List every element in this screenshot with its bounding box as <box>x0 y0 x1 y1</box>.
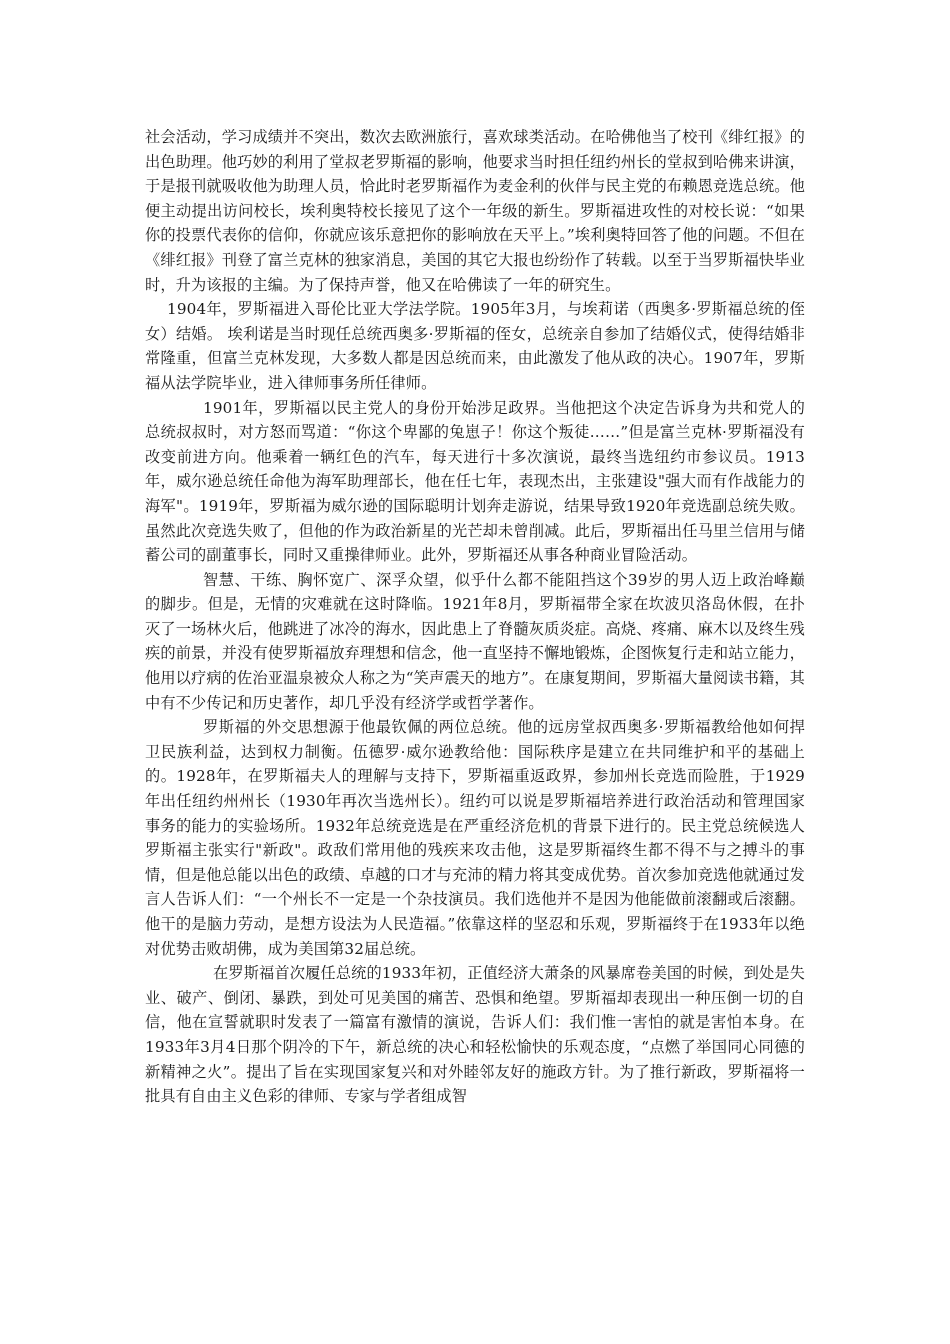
paragraph-presidency-1933: 在罗斯福首次履任总统的1933年初，正值经济大萧条的风暴席卷美国的时候，到处是失业、破产、倒闭、暴跌，到处可见美国的痛苦、恐惧和绝望。罗斯福却表现出一种压倒一切的自信，他在宣誓就职时发表了一篇富有激情的演说，告诉人们：我们惟一害怕的就是害怕本身。在1933年3月4日那个阴冷的下午，新总统的决心和轻松愉快的乐观态度，“点燃了举国同心同德的新精神之火”。提出了旨在实现国家复兴和对外睦邻友好的施政方针。为了推行新政，罗斯福将一批具有自由主义色彩的律师、专家与学者组成智 <box>145 964 805 1106</box>
paragraph-harvard: 社会活动，学习成绩并不突出，数次去欧洲旅行，喜欢球类活动。在哈佛他当了校刊《绯红报》的出色助理。他巧妙的利用了堂叔老罗斯福的影响，他要求当时担任纽约州长的堂叔到哈佛来讲演，于是报刊就吸收他为助理人员，恰此时老罗斯福作为麦金利的伙伴与民主党的布赖恩竞选总统。他便主动提出访问校长，埃利奥特校长接见了这个一年级的新生。罗斯福进攻性的对校长说：“如果你的投票代表你的信仰，你就应该乐意把你的影响放在天平上。”埃利奥特回答了他的问题。不但在《绯红报》刊登了富兰克林的独家消息，美国的其它大报也纷纷作了转载。以至于当罗斯福快毕业时，升为该报的主编。为了保持声誉，他又在哈佛读了一年的研究生。 <box>145 128 805 294</box>
paragraph-governor-election: 罗斯福的外交思想源于他最钦佩的两位总统。他的远房堂叔西奥多·罗斯福教给他如何捍卫民族利益，达到权力制衡。伍德罗·威尔逊教给他：国际秩序是建立在共同维护和平的基础上的。1928年，在罗斯福夫人的理解与支持下，罗斯福重返政界，参加州长竞选而险胜，于1929年出任纽约州州长（1930年再次当选州长）。纽约可以说是罗斯福培养进行政治活动和管理国家事务的能力的实验场所。1932年总统竞选是在严重经济危机的背景下进行的。民主党总统候选人罗斯福主张实行"新政"。政敌们常用他的残疾来攻击他，这是罗斯福终生都不得不与之搏斗的事情，但是他总能以出色的政绩、卓越的口才与充沛的精力将其变成优势。首次参加竞选他就通过发言人告诉人们：“一个州长不一定是一个杂技演员。我们选他并不是因为他能做前滚翻或后滚翻。他干的是脑力劳动，是想方设法为人民造福。”依靠这样的坚忍和乐观，罗斯福终于在1933年以绝对优势击败胡佛，成为美国第32届总统。 <box>145 718 805 958</box>
paragraph-columbia-marriage: 1904年，罗斯福进入哥伦比亚大学法学院。1905年3月，与埃莉诺（西奥多·罗斯福总统的侄女）结婚。 埃利诺是当时现任总统西奥多·罗斯福的侄女，总统亲自参加了结婚仪式，使得结婚非常隆重，但富兰克林发现，大多数人都是因总统而来，由此激发了他从政的决心。1907年，罗斯福从法学院毕业，进入律师事务所任律师。 <box>145 300 805 392</box>
document-body <box>145 125 805 1109</box>
paragraph-illness: 智慧、干练、胸怀宽广、深孚众望，似乎什么都不能阻挡这个39岁的男人迈上政治峰巅的脚步。但是，无情的灾难就在这时降临。1921年8月，罗斯福带全家在坎波贝洛岛休假，在扑灭了一场林火后，他跳进了冰冷的海水，因此患上了脊髓灰质炎症。高烧、疼痛、麻木以及终生残疾的前景，并没有使罗斯福放弃理想和信念，他一直坚持不懈地锻炼，企图恢复行走和站立能力，他用以疗病的佐治亚温泉被众人称之为“笑声震天的地方”。在康复期间，罗斯福大量阅读书籍，其中有不少传记和历史著作，却几乎没有经济学或哲学著作。 <box>145 570 806 712</box>
paragraph-political-start: 1901年，罗斯福以民主党人的身份开始涉足政界。当他把这个决定告诉身为共和党人的总统叔叔时，对方怒而骂道：“你这个卑鄙的兔崽子！你这个叛徒……”但是富兰克林·罗斯福没有改变前进方向。他乘着一辆红色的汽车，每天进行十多次演说，最终当选纽约市参议员。1913年，威尔逊总统任命他为海军助理部长，他在任七年，表现杰出，主张建设"强大而有作战能力的海军"。1919年，罗斯福为威尔逊的国际聪明计划奔走游说，结果导致1920年竞选副总统失败。虽然此次竞选失败了，但他的作为政治新星的光芒却未曾削减。此后，罗斯福出任马里兰信用与储蓄公司的副董事长，同时又重操律师业。此外，罗斯福还从事各种商业冒险活动。 <box>145 398 805 565</box>
